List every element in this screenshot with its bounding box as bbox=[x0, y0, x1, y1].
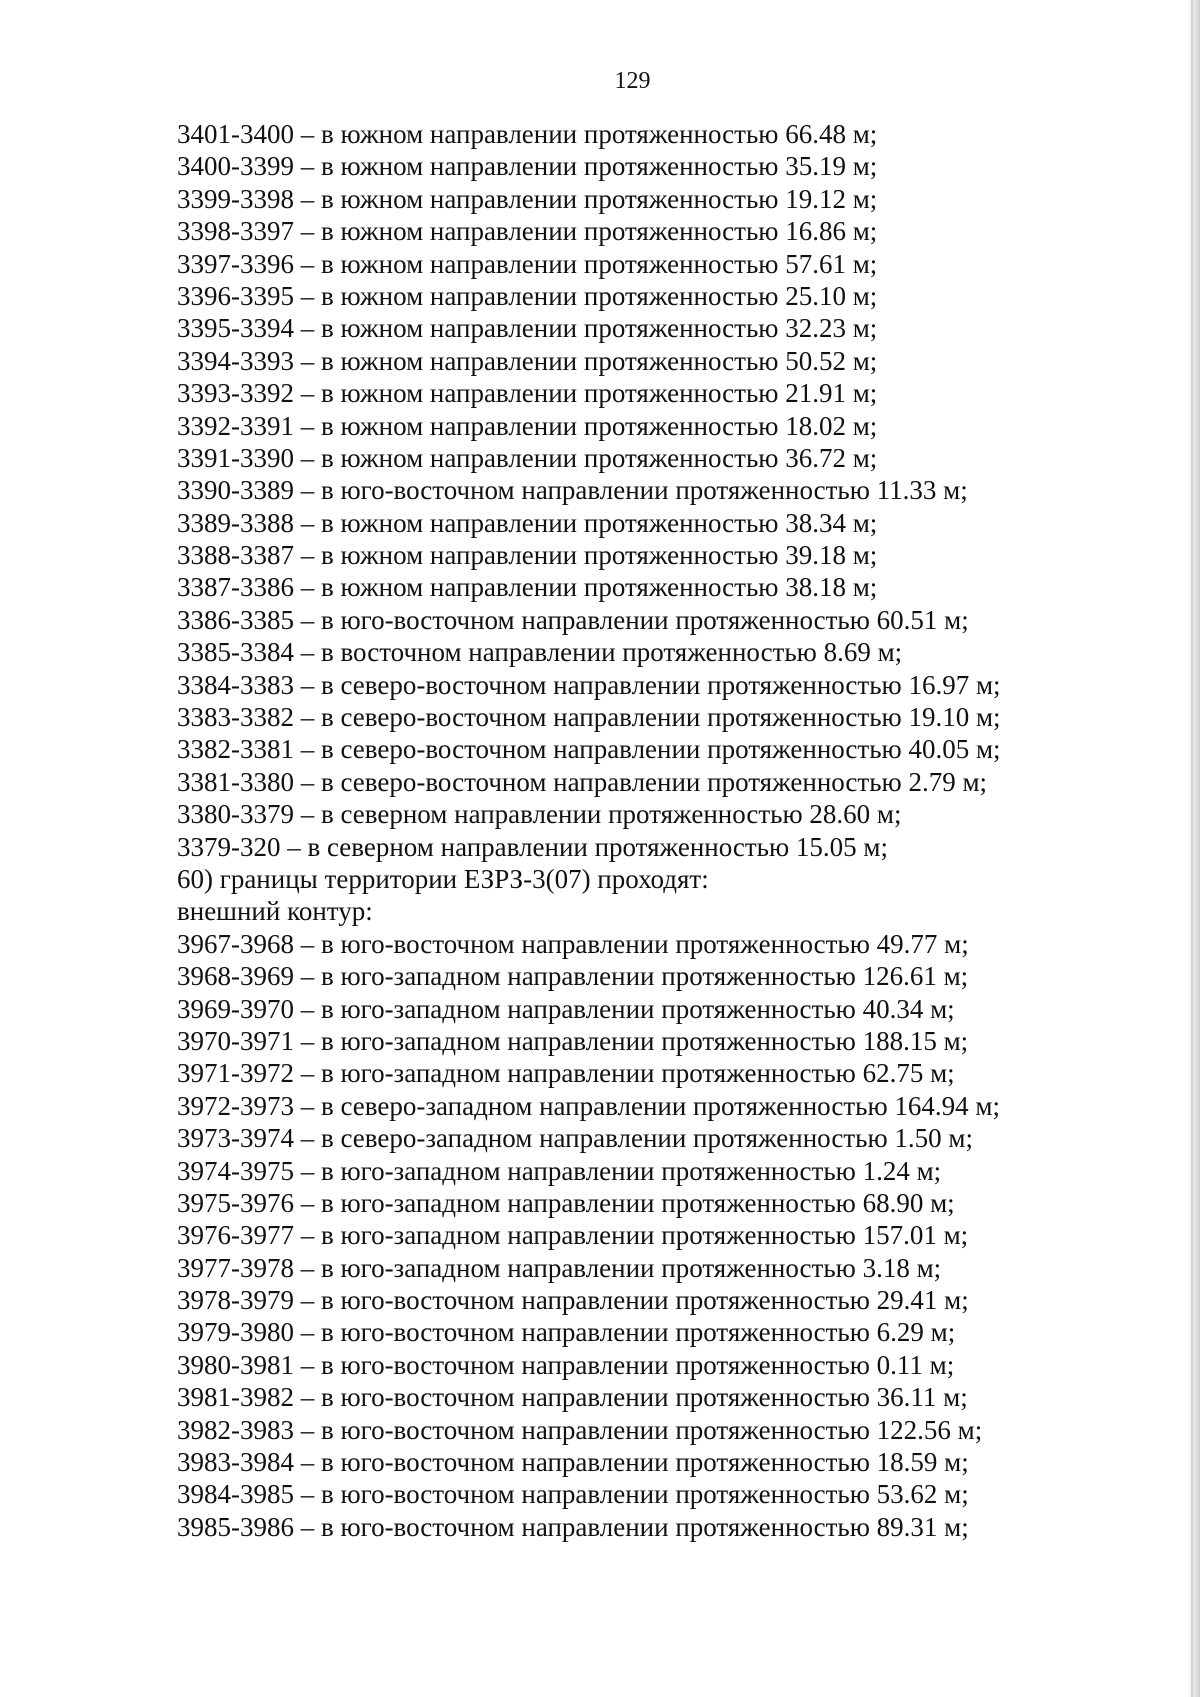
scan-edge-line bbox=[1191, 0, 1193, 1697]
text-line: 3397-3396 – в южном направлении протяженностью 57.61 м; bbox=[177, 248, 878, 279]
text-line: 3975-3976 – в юго-западном направлении протяженностью 68.90 м; bbox=[177, 1187, 955, 1218]
text-line: 3387-3386 – в южном направлении протяженностью 38.18 м; bbox=[177, 572, 878, 603]
text-line: 3389-3388 – в южном направлении протяженностью 38.34 м; bbox=[177, 507, 878, 538]
text-line: 3383-3382 – в северо-восточном направлении протяженностью 19.10 м; bbox=[177, 702, 1001, 733]
text-line: 3979-3980 – в юго-восточном направлении протяженностью 6.29 м; bbox=[177, 1317, 956, 1348]
text-line: 3385-3384 – в восточном направлении протяженностью 8.69 м; bbox=[177, 637, 903, 668]
text-line: 3977-3978 – в юго-западном направлении протяженностью 3.18 м; bbox=[177, 1252, 942, 1283]
text-line: 3390-3389 – в юго-восточном направлении протяженностью 11.33 м; bbox=[177, 475, 968, 506]
text-line: 3393-3392 – в южном направлении протяженностью 21.91 м; bbox=[177, 378, 878, 409]
text-line: 3395-3394 – в южном направлении протяженностью 32.23 м; bbox=[177, 313, 878, 344]
text-line: 3394-3393 – в южном направлении протяженностью 50.52 м; bbox=[177, 345, 878, 376]
text-line: 3384-3383 – в северо-восточном направлении протяженностью 16.97 м; bbox=[177, 669, 1001, 700]
text-line: 3982-3983 – в юго-восточном направлении протяженностью 122.56 м; bbox=[177, 1414, 983, 1445]
text-line: 3380-3379 – в северном направлении протяженностью 28.60 м; bbox=[177, 799, 902, 830]
scan-edge-shadow bbox=[1188, 0, 1200, 1697]
boundary-description-text bbox=[177, 118, 1137, 1543]
page-number: 129 bbox=[614, 68, 651, 94]
text-line: 3972-3973 – в северо-западном направлении протяженностью 164.94 м; bbox=[177, 1090, 1000, 1121]
text-line: 3391-3390 – в южном направлении протяженностью 36.72 м; bbox=[177, 442, 878, 473]
section-heading: 60) границы территории ЕЗРЗ-3(07) проходят: bbox=[177, 863, 709, 894]
text-line: 3978-3979 – в юго-восточном направлении протяженностью 29.41 м; bbox=[177, 1285, 969, 1316]
text-line: 3969-3970 – в юго-западном направлении протяженностью 40.34 м; bbox=[177, 993, 955, 1024]
text-line: 3392-3391 – в южном направлении протяженностью 18.02 м; bbox=[177, 410, 878, 441]
text-line: 3396-3395 – в южном направлении протяженностью 25.10 м; bbox=[177, 280, 878, 311]
text-line: 3398-3397 – в южном направлении протяженностью 16.86 м; bbox=[177, 216, 878, 247]
text-line: 3379-320 – в северном направлении протяженностью 15.05 м; bbox=[177, 831, 889, 862]
text-line: 3386-3385 – в юго-восточном направлении протяженностью 60.51 м; bbox=[177, 604, 969, 635]
text-line: 3968-3969 – в юго-западном направлении протяженностью 126.61 м; bbox=[177, 961, 969, 992]
text-line: 3381-3380 – в северо-восточном направлении протяженностью 2.79 м; bbox=[177, 766, 988, 797]
text-line: 3382-3381 – в северо-восточном направлении протяженностью 40.05 м; bbox=[177, 734, 1001, 765]
text-line: 3401-3400 – в южном направлении протяженностью 66.48 м; bbox=[177, 119, 878, 149]
contour-label: внешний контур: bbox=[177, 896, 373, 927]
text-line: 3981-3982 – в юго-восточном направлении протяженностью 36.11 м; bbox=[177, 1382, 968, 1413]
text-line: 3985-3986 – в юго-восточном направлении протяженностью 89.31 м; bbox=[177, 1511, 969, 1542]
text-line: 3980-3981 – в юго-восточном направлении протяженностью 0.11 м; bbox=[177, 1349, 955, 1380]
text-line: 3974-3975 – в юго-западном направлении протяженностью 1.24 м; bbox=[177, 1155, 942, 1186]
text-line: 3399-3398 – в южном направлении протяженностью 19.12 м; bbox=[177, 183, 878, 214]
text-line: 3984-3985 – в юго-восточном направлении протяженностью 53.62 м; bbox=[177, 1479, 969, 1510]
text-line: 3973-3974 – в северо-западном направлении протяженностью 1.50 м; bbox=[177, 1123, 973, 1154]
text-line: 3971-3972 – в юго-западном направлении протяженностью 62.75 м; bbox=[177, 1058, 955, 1089]
text-line: 3388-3387 – в южном направлении протяженностью 39.18 м; bbox=[177, 540, 878, 571]
text-line: 3967-3968 – в юго-восточном направлении протяженностью 49.77 м; bbox=[177, 928, 969, 959]
text-line: 3976-3977 – в юго-западном направлении протяженностью 157.01 м; bbox=[177, 1220, 969, 1251]
text-line: 3983-3984 – в юго-восточном направлении протяженностью 18.59 м; bbox=[177, 1447, 969, 1478]
text-line: 3400-3399 – в южном направлении протяженностью 35.19 м; bbox=[177, 151, 878, 182]
text-line: 3970-3971 – в юго-западном направлении протяженностью 188.15 м; bbox=[177, 1025, 969, 1056]
